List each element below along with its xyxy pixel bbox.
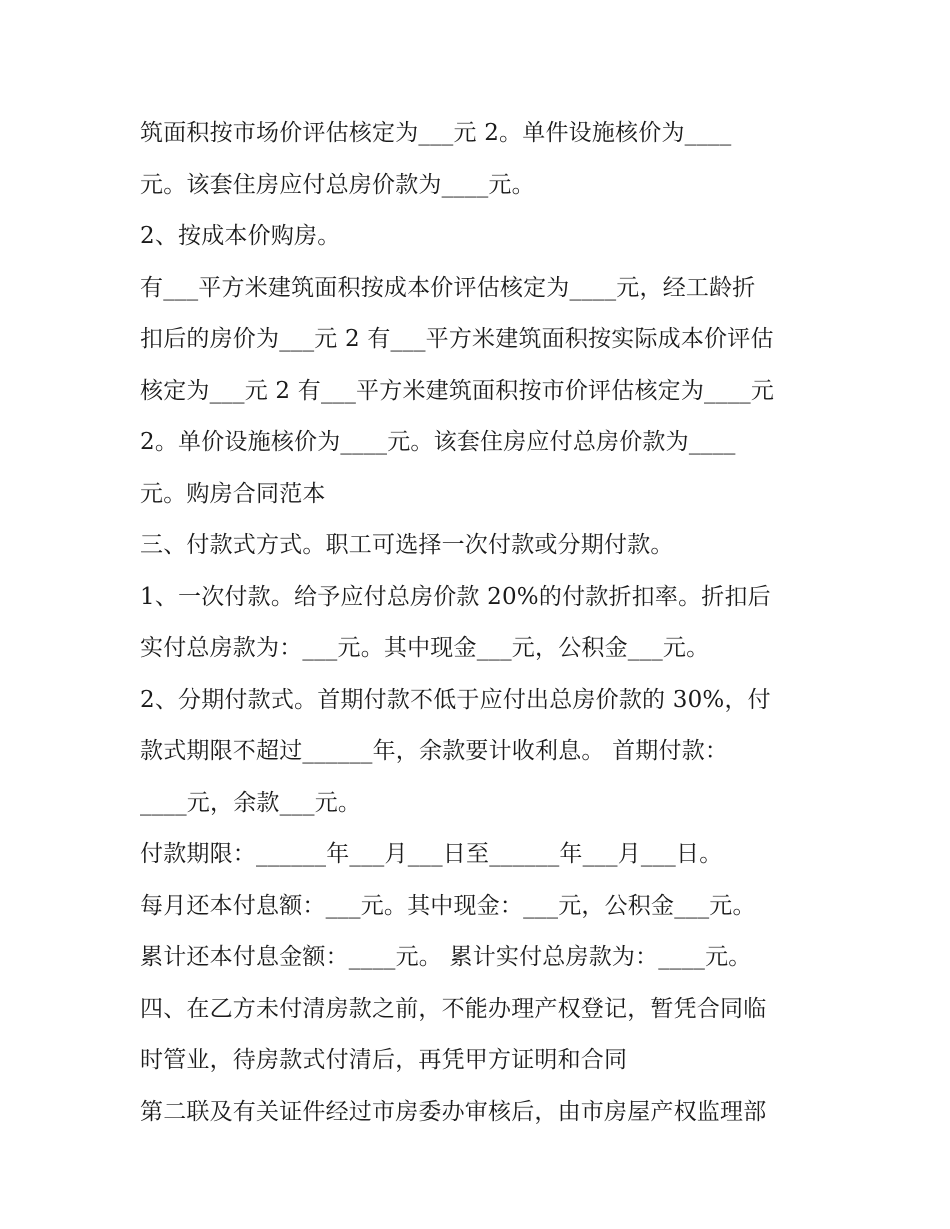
text-line: 2、分期付款式。首期付款不低于应付出总房价款的 30%，付 bbox=[140, 686, 771, 713]
text-line: 四、在乙方未付清房款之前，不能办理产权登记，暂凭合同临 bbox=[140, 995, 767, 1022]
text-line: 2。单价设施核价为____元。该套住房应付总房价款为____ bbox=[140, 429, 736, 455]
text-line: 元。购房合同范本 bbox=[140, 480, 326, 507]
text-line: 实付总房款为：___元。其中现金___元，公积金___元。 bbox=[140, 635, 710, 661]
text-line: 款式期限不超过______年，余款要计收利息。 首期付款： bbox=[140, 738, 729, 764]
text-line: 付款期限：______年___月___日至______年___月___日。 bbox=[140, 841, 723, 867]
text-line: 核定为___元 2 有___平方米建筑面积按市价评估核定为____元 bbox=[140, 377, 775, 404]
text-line: 时管业，待房款式付清后，再凭甲方证明和合同 bbox=[140, 1047, 628, 1073]
text-line: 累计还本付息金额：____元。 累计实付总房款为：____元。 bbox=[140, 944, 752, 970]
text-line: 每月还本付息额：___元。其中现金：___元，公积金___元。 bbox=[140, 892, 756, 919]
text-line: 三、付款式方式。职工可选择一次付款或分期付款。 bbox=[140, 532, 674, 558]
text-line: 有___平方米建筑面积按成本价评估核定为____元，经工龄折 bbox=[140, 274, 756, 301]
text-line: 2、按成本价购房。 bbox=[140, 223, 341, 249]
text-line: ____元，余款___元。 bbox=[140, 789, 362, 816]
text-line: 1、一次付款。给予应付总房价款 20%的付款折扣率。折扣后 bbox=[140, 583, 771, 610]
document-body bbox=[140, 108, 840, 1138]
text-line: 第二联及有关证件经过市房委办审核后，由市房屋产权监理部 bbox=[140, 1098, 767, 1125]
text-line: 元。该套住房应付总房价款为____元。 bbox=[140, 171, 535, 198]
text-line: 筑面积按市场价评估核定为___元 2。单件设施核价为____ bbox=[140, 120, 732, 146]
text-line: 扣后的房价为___元 2 有___平方米建筑面积按实际成本价评估 bbox=[140, 326, 774, 352]
